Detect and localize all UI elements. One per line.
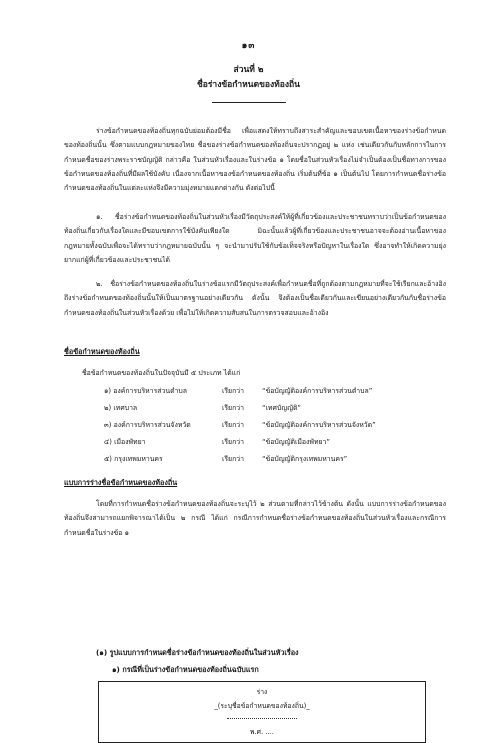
title-divider: [212, 102, 286, 103]
part-label: ส่วนที่ ๒: [233, 65, 264, 75]
paragraph-point-2: ๒. ชื่อร่างข้อกำหนดของท้องถิ่นในร่างข้อแรกมีวัตถุประสงค์เพื่อกำหนดชื่อที่ถูกต้องตามกฎหมายที่จะใช้เรียกและอ้างอิงถึงร่างข้อกำหนดของท้องถิ่นนั้นให้เป็นมาตรฐานอย่างเดียวกัน ดังนั้น จึงต้องเป็นชื่อเดียวกันและเขียนอย่างเดียวกันกับชื่อร่างข้อกำหนดของท้องถิ่นในส่วนหัวเรื่องด้วย เพื่อไม่ให้เกิดความสับสนในการตรวจสอบและอ้างอิง: [64, 280, 446, 317]
box-title-placeholder: _(ระบุชื่อข้อกำหนดของท้องถิ่น)_: [214, 702, 310, 710]
type-name: ๕) กรุงเทพมหานคร: [104, 455, 163, 463]
type-name: ๓) องค์การบริหารส่วนจังหวัด: [104, 421, 191, 429]
page-title: ชื่อร่างข้อกำหนดของท้องถิ่น: [196, 80, 300, 90]
type-short-name: “ข้อบัญญัติองค์การบริหารส่วนตำบล”: [262, 387, 373, 395]
subsection-heading: (๑) รูปแบบการกำหนดชื่อร่างข้อกำหนดของท้องถิ่นในส่วนหัวเรื่อง: [96, 648, 299, 657]
type-called: เรียกว่า: [222, 455, 245, 463]
type-called: เรียกว่า: [222, 421, 245, 429]
type-name: ๔) เมืองพัทยา: [104, 438, 146, 446]
example-box: [98, 681, 426, 743]
type-row: [0, 386, 497, 400]
type-short-name: “เทศบัญญัติ”: [262, 404, 302, 412]
paragraph-forms: โดยที่การกำหนดชื่อร่างข้อกำหนดของท้องถิ่นจะระบุไว้ ๒ ส่วนตามที่กล่าวไว้ข้างต้น ดังนั้น แบบการร่างข้อกำหนดของท้องถิ่นจึงสามารถแยกพิจารณาได้เป็น ๒ กรณี ได้แก่ กรณีการกำหนดชื่อร่างข้อกำหนดของท้องถิ่นในส่วนหัวเรื่องและกรณีการกำหนดชื่อในร่างข้อ ๑: [64, 500, 446, 537]
type-called: เรียกว่า: [222, 404, 245, 412]
types-heading: ชื่อข้อกำหนดของท้องถิ่น: [64, 347, 140, 356]
type-called: เรียกว่า: [222, 438, 245, 446]
types-intro: ชื่อข้อกำหนดของท้องถิ่นในปัจจุบันมี ๕ ประเภท ได้แก่: [82, 369, 241, 377]
type-name: ๒) เทศบาล: [104, 404, 138, 412]
type-called: เรียกว่า: [222, 387, 245, 395]
paragraph-intro: ร่างข้อกำหนดของท้องถิ่นทุกฉบับย่อมต้องมีชื่อ เพื่อแสดงให้ทราบถึงสาระสำคัญและขอบเขตเนื้อหาของร่างข้อกำหนดของท้องถิ่นนั้น ซึ่งตามแบบกฎหมายของไทย ชื่อของร่างข้อกำหนดของท้องถิ่นจะปรากฏอยู่ ๒ แห่ง เช่นเดียวกันกับหลักการในการกำหนดชื่อของร่างพระราชบัญญัติ กล่าวคือ ในส่วนหัวเรื่องและในร่างข้อ ๑ โดยชื่อในส่วนหัวเรื่องไม่จำเป็นต้องเป็นชื่อทางการของข้อกำหนดของท้องถิ่นที่มีผลใช้บังคับ เนื่องจากเนื้อหาของข้อกำหนดของท้องถิ่น เริ่มต้นที่ข้อ ๑ เป็นต้นไป โดยการกำหนดชื่อร่างข้อกำหนดของท้องถิ่นในแต่ละแห่งจึงมีความมุ่งหมายแตกต่างกัน ดังต่อไปนี้: [64, 127, 446, 193]
type-row: [0, 403, 497, 417]
type-short-name: “ข้อบัญญัติกรุงเทพมหานคร”: [262, 455, 348, 463]
box-year-line: พ.ศ. ....: [250, 728, 274, 736]
type-row: [0, 420, 497, 434]
type-short-name: “ข้อบัญญัติเมืองพัทยา”: [262, 438, 330, 446]
type-row: [0, 454, 497, 468]
paragraph-point-1: ๑. ชื่อร่างข้อกำหนดของท้องถิ่นในส่วนหัวเรื่องมีวัตถุประสงค์ให้ผู้ที่เกี่ยวข้องและประชาชนทราบว่าเป็นข้อกำหนดของท้องถิ่นเกี่ยวกับเรื่องใดและมีขอบเขตการใช้บังคับเพียงใด มิฉะนั้นแล้วผู้ที่เกี่ยวข้องและประชาชนอาจจะต้องอ่านเนื้อหาของกฎหมายทั้งฉบับเพื่อจะได้ทราบว่ากฎหมายฉบับนั้น ๆ จะนำมาปรับใช้กับข้อเท็จจริงหรือปัญหาในเรื่องใด ซึ่งอาจทำให้เกิดความยุ่งยากแก่ผู้ที่เกี่ยวข้องและประชาชนได้: [64, 213, 446, 264]
page-number: ๑๓: [241, 41, 256, 51]
box-dotted-line: [227, 718, 297, 719]
subsubsection-heading: ๑) กรณีที่เป็นร่างข้อกำหนดของท้องถิ่นฉบับแรก: [112, 665, 259, 674]
type-row: [0, 437, 497, 451]
box-draft-label: ร่าง: [256, 688, 268, 696]
type-name: ๑) องค์การบริหารส่วนตำบล: [104, 387, 188, 395]
forms-heading: แบบการร่างชื่อข้อกำหนดของท้องถิ่น: [64, 478, 178, 487]
type-short-name: “ข้อบัญญัติองค์การบริหารส่วนจังหวัด”: [262, 421, 376, 429]
